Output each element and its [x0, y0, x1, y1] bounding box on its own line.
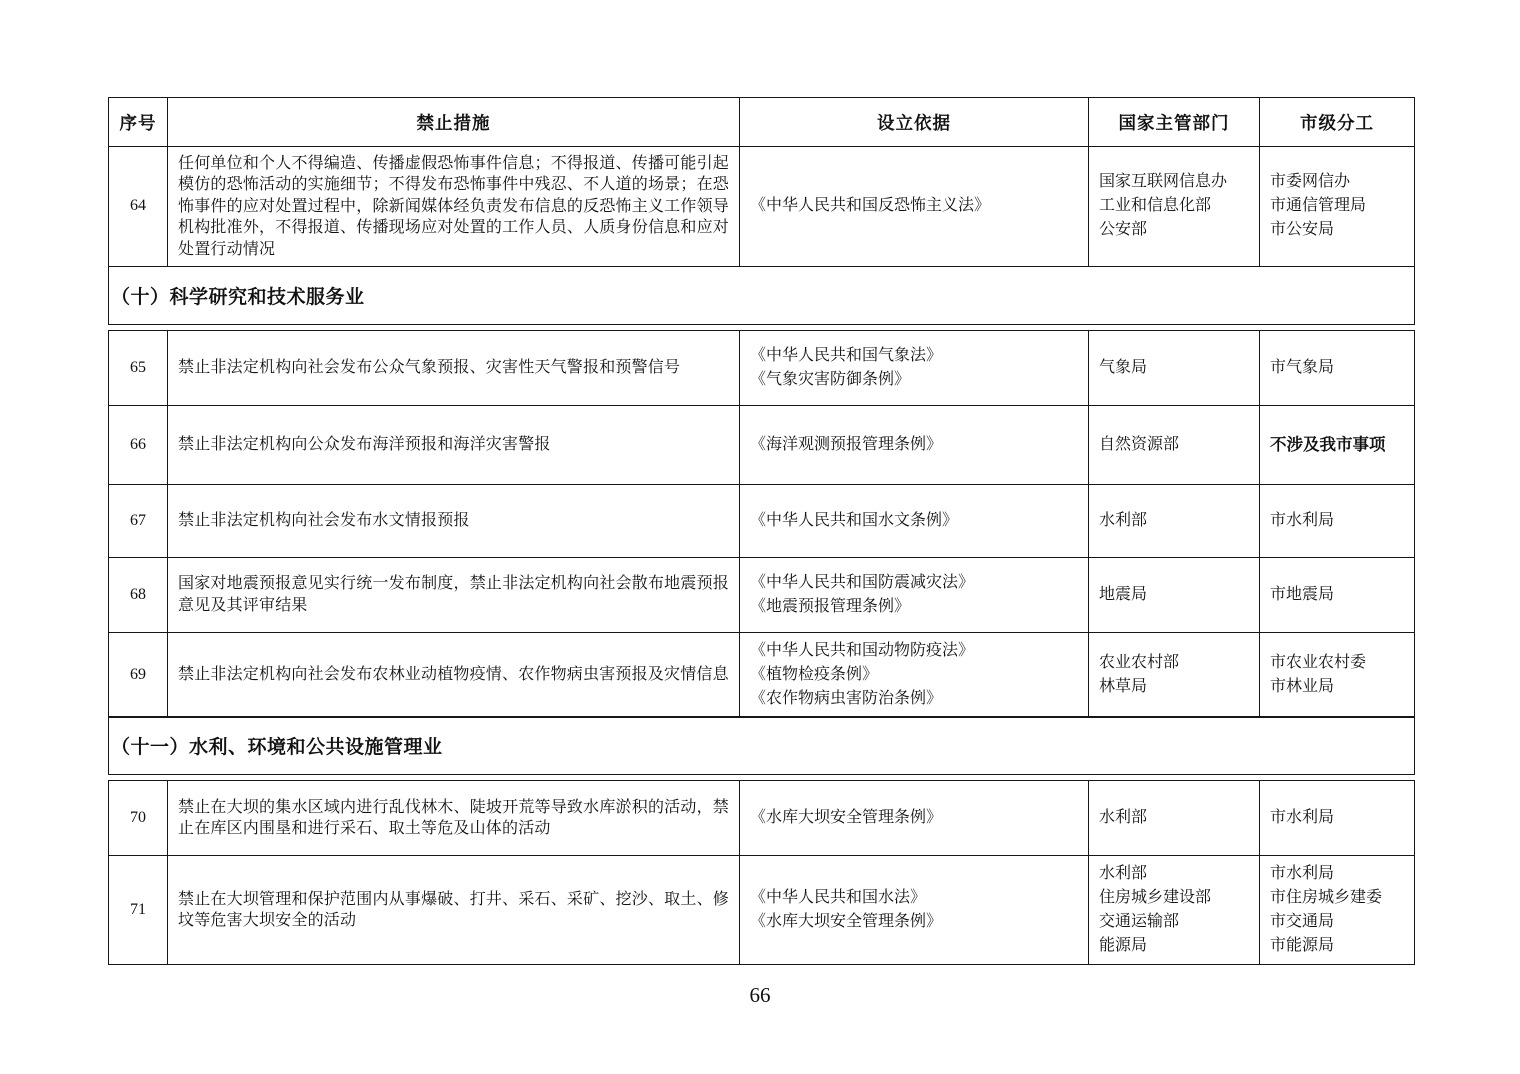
table-row — [109, 856, 1414, 964]
cell-national-department — [1089, 406, 1260, 484]
legal-basis-line: 《水库大坝安全管理条例》 — [750, 809, 943, 826]
legal-basis-line: 《水库大坝安全管理条例》 — [750, 913, 943, 930]
cell-legal-basis — [740, 558, 1089, 632]
row-number-text: 69 — [130, 665, 146, 683]
cell-legal-basis — [740, 856, 1089, 964]
cell-legal-basis — [740, 485, 1089, 557]
legal-basis-line: 《中华人民共和国水文条例》 — [750, 511, 959, 529]
section-header-row — [108, 266, 1415, 325]
section-header-row — [108, 716, 1415, 775]
table-rows-block — [108, 146, 1415, 268]
row-number-text: 71 — [130, 901, 146, 918]
table-blocks — [108, 146, 1415, 966]
table-row — [109, 406, 1414, 485]
cell-prohibited-measure — [168, 781, 740, 855]
cell-legal-basis — [740, 331, 1089, 405]
cell-prohibited-measure — [168, 147, 740, 267]
legal-basis-line: 《植物检疫条例》 — [750, 665, 879, 683]
table-row — [109, 781, 1414, 856]
cell-municipal-division — [1260, 485, 1414, 557]
row-number-text: 66 — [130, 435, 146, 453]
cell-row-number — [109, 485, 168, 557]
prohibited-measure-text: 国家对地震预报意见实行统一发布制度，禁止非法定机构向社会散布地震预报意见及其评审结果 — [178, 575, 729, 614]
national-department-line: 水利部 — [1099, 865, 1148, 882]
prohibited-measure-text: 禁止在大坝的集水区域内进行乱伐林木、陡坡开荒等导致水库淤积的活动，禁止在库区内围垦和进行采石、取土等危及山体的活动 — [178, 798, 729, 837]
section-header-label: （十一）水利、环境和公共设施管理业 — [111, 737, 443, 758]
cell-national-department — [1089, 485, 1260, 557]
cell-row-number — [109, 781, 168, 855]
cell-prohibited-measure — [168, 633, 740, 717]
cell-prohibited-measure — [168, 558, 740, 632]
national-department-line: 公安部 — [1099, 221, 1148, 239]
municipal-division-line: 市能源局 — [1270, 937, 1335, 954]
cell-row-number — [109, 331, 168, 405]
municipal-division-line: 市水利局 — [1270, 865, 1335, 882]
municipal-division-line: 市林业局 — [1270, 677, 1335, 695]
national-department-line: 自然资源部 — [1099, 435, 1180, 453]
header-cell-basis: 设立依据 — [740, 98, 1089, 146]
row-number-text: 70 — [130, 809, 146, 826]
cell-prohibited-measure — [168, 331, 740, 405]
cell-municipal-division — [1260, 147, 1414, 267]
cell-legal-basis — [740, 406, 1089, 484]
national-department-line: 地震局 — [1099, 585, 1148, 603]
row-number-text: 68 — [130, 585, 146, 603]
municipal-division-line: 市水利局 — [1270, 809, 1335, 826]
header-cell-national: 国家主管部门 — [1089, 98, 1260, 146]
cell-national-department — [1089, 147, 1260, 267]
prohibited-measure-text: 禁止非法定机构向社会发布公众气象预报、灾害性天气警报和预警信号 — [178, 358, 681, 376]
legal-basis-line: 《中华人民共和国动物防疫法》 — [750, 641, 975, 659]
national-department-line: 住房城乡建设部 — [1099, 889, 1212, 906]
cell-legal-basis — [740, 633, 1089, 717]
municipal-division-line: 不涉及我市事项 — [1270, 435, 1386, 454]
national-department-line: 交通运输部 — [1099, 913, 1180, 930]
prohibited-measure-text: 禁止非法定机构向社会发布农林业动植物疫情、农作物病虫害预报及灾情信息 — [178, 665, 729, 683]
municipal-division-line: 市通信管理局 — [1270, 197, 1367, 215]
cell-municipal-division — [1260, 406, 1414, 484]
national-department-line: 气象局 — [1099, 358, 1148, 376]
cell-row-number — [109, 633, 168, 717]
legal-basis-line: 《中华人民共和国水法》 — [750, 889, 927, 906]
cell-national-department — [1089, 781, 1260, 855]
table-row — [109, 331, 1414, 406]
cell-municipal-division — [1260, 633, 1414, 717]
cell-municipal-division — [1260, 331, 1414, 405]
prohibition-table — [108, 97, 1415, 965]
legal-basis-line: 《气象灾害防御条例》 — [750, 370, 911, 388]
cell-row-number — [109, 147, 168, 267]
cell-municipal-division — [1260, 558, 1414, 632]
national-department-line: 水利部 — [1099, 809, 1148, 826]
prohibited-measure-text: 禁止非法定机构向公众发布海洋预报和海洋灾害警报 — [178, 435, 551, 453]
legal-basis-line: 《海洋观测预报管理条例》 — [750, 435, 943, 453]
prohibited-measure-text: 禁止在大坝管理和保护范围内从事爆破、打井、采石、采矿、挖沙、取土、修坟等危害大坝安全的活动 — [178, 890, 729, 929]
section-header-label: （十）科学研究和技术服务业 — [111, 286, 365, 308]
legal-basis-line: 《地震预报管理条例》 — [750, 597, 911, 615]
cell-row-number — [109, 856, 168, 964]
cell-municipal-division — [1260, 856, 1414, 964]
national-department-line: 能源局 — [1099, 937, 1148, 954]
row-number-text: 67 — [130, 511, 146, 529]
cell-national-department — [1089, 558, 1260, 632]
cell-national-department — [1089, 856, 1260, 964]
row-number-text: 64 — [130, 197, 146, 215]
cell-municipal-division — [1260, 781, 1414, 855]
table-rows-block — [108, 330, 1415, 718]
legal-basis-line: 《中华人民共和国防震减灾法》 — [750, 573, 975, 591]
table-row — [109, 633, 1414, 717]
cell-row-number — [109, 406, 168, 484]
table-rows-block — [108, 780, 1415, 965]
cell-national-department — [1089, 331, 1260, 405]
municipal-division-line: 市交通局 — [1270, 913, 1335, 930]
municipal-division-line: 市委网信办 — [1270, 173, 1351, 191]
table-row — [109, 147, 1414, 267]
prohibited-measure-text: 禁止非法定机构向社会发布水文情报预报 — [178, 511, 470, 529]
municipal-division-line: 市农业农村委 — [1270, 653, 1367, 671]
table-row — [109, 485, 1414, 558]
national-department-line: 国家互联网信息办 — [1099, 173, 1228, 191]
row-number-text: 65 — [130, 358, 146, 376]
cell-prohibited-measure — [168, 856, 740, 964]
national-department-line: 工业和信息化部 — [1099, 197, 1212, 215]
legal-basis-line: 《农作物病虫害防治条例》 — [750, 689, 943, 707]
page-number: 66 — [749, 983, 771, 1007]
table-header-row — [108, 97, 1415, 147]
national-department-line: 水利部 — [1099, 511, 1148, 529]
municipal-division-line: 市公安局 — [1270, 221, 1335, 239]
cell-national-department — [1089, 633, 1260, 717]
table-row — [109, 558, 1414, 633]
legal-basis-line: 《中华人民共和国反恐怖主义法》 — [750, 197, 991, 215]
national-department-line: 林草局 — [1099, 677, 1148, 695]
prohibited-measure-text: 任何单位和个人不得编造、传播虚假恐怖事件信息；不得报道、传播可能引起模仿的恐怖活动的实施细节；不得发布恐怖事件中残忍、不人道的场景；在恐怖事件的应对处置过程中，除新闻媒体经负责发布信息的反恐怖主义工作领导机构批准外，不得报道、传播现场应对处置的工作人员、人质身份信息和应对处置行动情况 — [178, 154, 729, 258]
cell-legal-basis — [740, 781, 1089, 855]
header-cell-no: 序号 — [109, 98, 168, 146]
municipal-division-line: 市住房城乡建委 — [1270, 889, 1383, 906]
cell-prohibited-measure — [168, 485, 740, 557]
header-cell-measure: 禁止措施 — [168, 98, 740, 146]
national-department-line: 农业农村部 — [1099, 653, 1180, 671]
cell-prohibited-measure — [168, 406, 740, 484]
cell-row-number — [109, 558, 168, 632]
header-cell-municipal: 市级分工 — [1300, 112, 1374, 133]
municipal-division-line: 市地震局 — [1270, 585, 1335, 603]
municipal-division-line: 市气象局 — [1270, 358, 1335, 376]
cell-legal-basis — [740, 147, 1089, 267]
legal-basis-line: 《中华人民共和国气象法》 — [750, 346, 943, 364]
municipal-division-line: 市水利局 — [1270, 511, 1335, 529]
